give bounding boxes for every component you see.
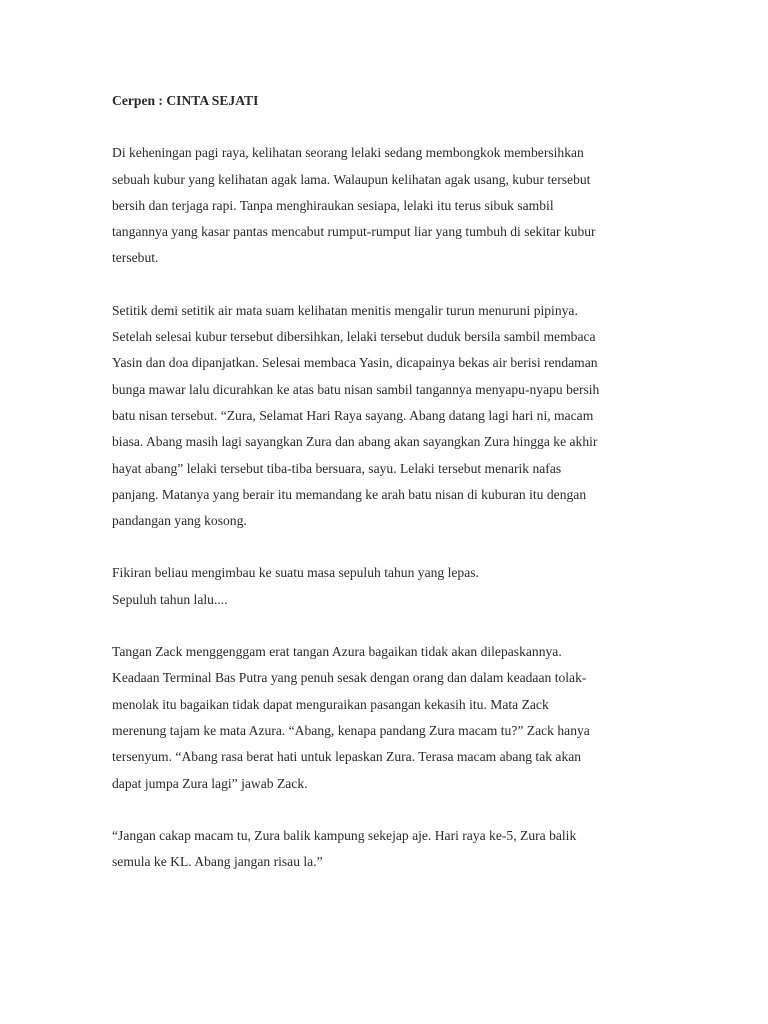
text-line: tersenyum. “Abang rasa berat hati untuk lepaskan Zura. Terasa macam abang tak akan [112, 749, 582, 765]
text-line: Setelah selesai kubur tersebut dibersihkan, lelaki tersebut duduk bersila sambil membaca [112, 329, 596, 345]
text-line: dapat jumpa Zura lagi” jawab Zack. [112, 775, 308, 791]
paragraph-5 [112, 823, 668, 876]
text-line: pandangan yang kosong. [112, 513, 247, 529]
text-line: bersih dan terjaga rapi. Tanpa menghiraukan sesiapa, lelaki itu terus sibuk sambil [112, 197, 554, 213]
text-line: hayat abang” lelaki tersebut tiba-tiba bersuara, sayu. Lelaki tersebut menarik nafas [112, 460, 562, 476]
paragraph-3 [112, 560, 668, 613]
text-line: tersebut. [112, 250, 159, 266]
text-line: biasa. Abang masih lagi sayangkan Zura dan abang akan sayangkan Zura hingga ke akhir [112, 434, 598, 450]
paragraph-2 [112, 298, 668, 535]
text-line: tangannya yang kasar pantas mencabut rumput-rumput liar yang tumbuh di sekitar kubur [112, 224, 596, 240]
text-line: sebuah kubur yang kelihatan agak lama. Walaupun kelihatan agak usang, kubur tersebut [112, 171, 591, 187]
text-line: menolak itu bagaikan tidak dapat menguraikan pasangan kekasih itu. Mata Zack [112, 696, 549, 712]
text-line: Keadaan Terminal Bas Putra yang penuh sesak dengan orang dan dalam keadaan tolak- [112, 670, 587, 686]
paragraph-4 [112, 639, 668, 797]
text-line: Setitik demi setitik air mata suam kelihatan menitis mengalir turun menuruni pipinya. [112, 302, 578, 318]
text-line: semula ke KL. Abang jangan risau la.” [112, 854, 323, 870]
text-line: Sepuluh tahun lalu.... [112, 591, 228, 607]
text-line: “Jangan cakap macam tu, Zura balik kampung sekejap aje. Hari raya ke-5, Zura balik [112, 827, 577, 843]
text-line: Yasin dan doa dipanjatkan. Selesai membaca Yasin, dicapainya bekas air berisi rendaman [112, 355, 598, 371]
text-line: Fikiran beliau mengimbau ke suatu masa sepuluh tahun yang lepas. [112, 565, 479, 581]
text-line: Di keheningan pagi raya, kelihatan seorang lelaki sedang membongkok membersihkan [112, 145, 584, 161]
paragraph-1 [112, 140, 668, 271]
text-line: batu nisan tersebut. “Zura, Selamat Hari Raya sayang. Abang datang lagi hari ni, macam [112, 407, 594, 423]
document-title: Cerpen : CINTA SEJATI [112, 93, 259, 108]
text-line: merenung tajam ke mata Azura. “Abang, kenapa pandang Zura macam tu?” Zack hanya [112, 722, 590, 738]
text-line: panjang. Matanya yang berair itu memandang ke arah batu nisan di kuburan itu dengan [112, 486, 587, 502]
text-line: Tangan Zack menggenggam erat tangan Azura bagaikan tidak akan dilepaskannya. [112, 644, 562, 660]
text-line: bunga mawar lalu dicurahkan ke atas batu nisan sambil tangannya menyapu-nyapu bersih [112, 381, 600, 397]
